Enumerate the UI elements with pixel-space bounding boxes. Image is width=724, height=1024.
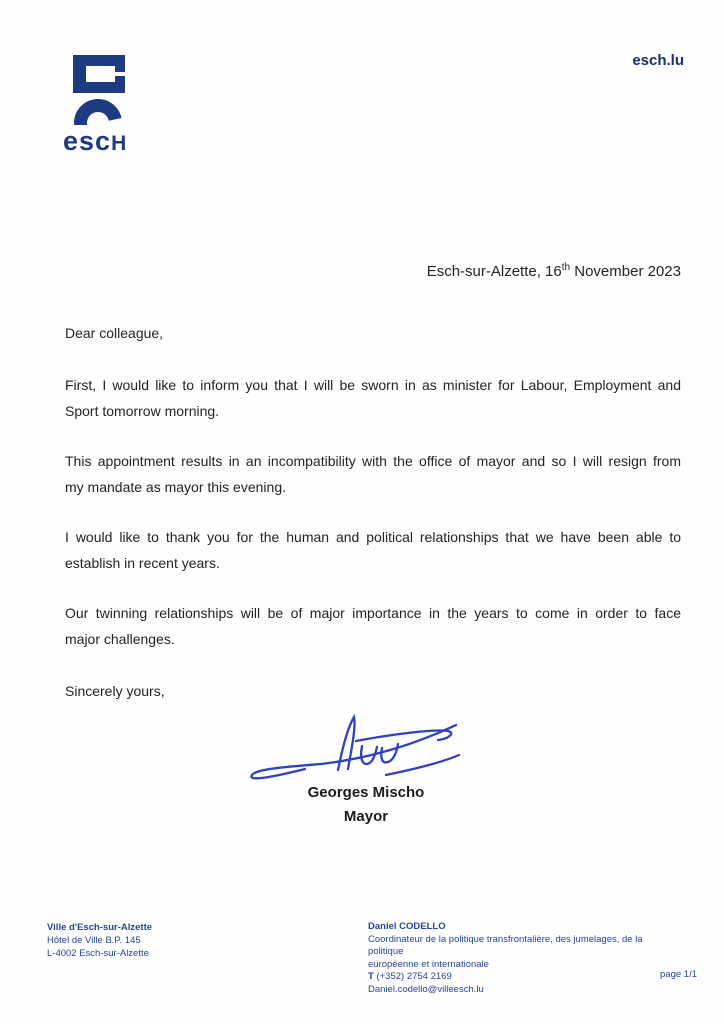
date-line: Esch-sur-Alzette, 16th November 2023 [426, 262, 681, 280]
esch-logo [63, 55, 127, 155]
footer-address [47, 921, 152, 960]
contact-name: Daniel CODELLO [368, 921, 446, 932]
letter-body [65, 320, 681, 704]
contact-email: Daniel.codello@villeesch.lu [368, 983, 484, 995]
esch-wordmark: escH [63, 126, 128, 156]
footer-address-line1: Hôtel de Ville B.P. 145 [47, 935, 141, 946]
salutation: Dear colleague, [65, 325, 164, 341]
footer-address-line2: L-4002 Esch-sur-Alzette [47, 948, 149, 959]
contact-phone: T (+352) 2754 2169 [368, 971, 452, 982]
paragraph-3: I would like to thank you for the human and political relationships that we have been able to establish in recent years. [65, 529, 681, 571]
site-url: esch.lu [632, 52, 684, 69]
signer-name: Georges Mischo [307, 784, 425, 801]
closing: Sincerely yours, [65, 683, 165, 699]
signer-block [240, 781, 492, 829]
contact-role-line2: européenne et internationale [368, 958, 489, 970]
castle-tower-icon [71, 55, 127, 125]
paragraph-1: First, I would like to inform you that I will be sworn in as minister for Labour, Employment and Sport tomorrow morning. [65, 377, 681, 419]
paragraph-4: Our twinning relationships will be of major importance in the years to come in order to face major challenges. [65, 605, 681, 647]
footer-city-name: Ville d'Esch-sur-Alzette [47, 922, 153, 933]
signer-title: Mayor [343, 808, 389, 825]
ordinal-suffix: th [561, 262, 571, 273]
footer-contact [368, 921, 648, 996]
page-indicator: page 1/1 [660, 969, 697, 980]
handwritten-signature [243, 712, 461, 786]
paragraph-2: This appointment results in an incompatibility with the office of mayor and so I will resign from my mandate as mayor this evening. [65, 453, 681, 495]
contact-role-line1: Coordinateur de la politique transfrontalière, des jumelages, de la politique [368, 933, 643, 957]
